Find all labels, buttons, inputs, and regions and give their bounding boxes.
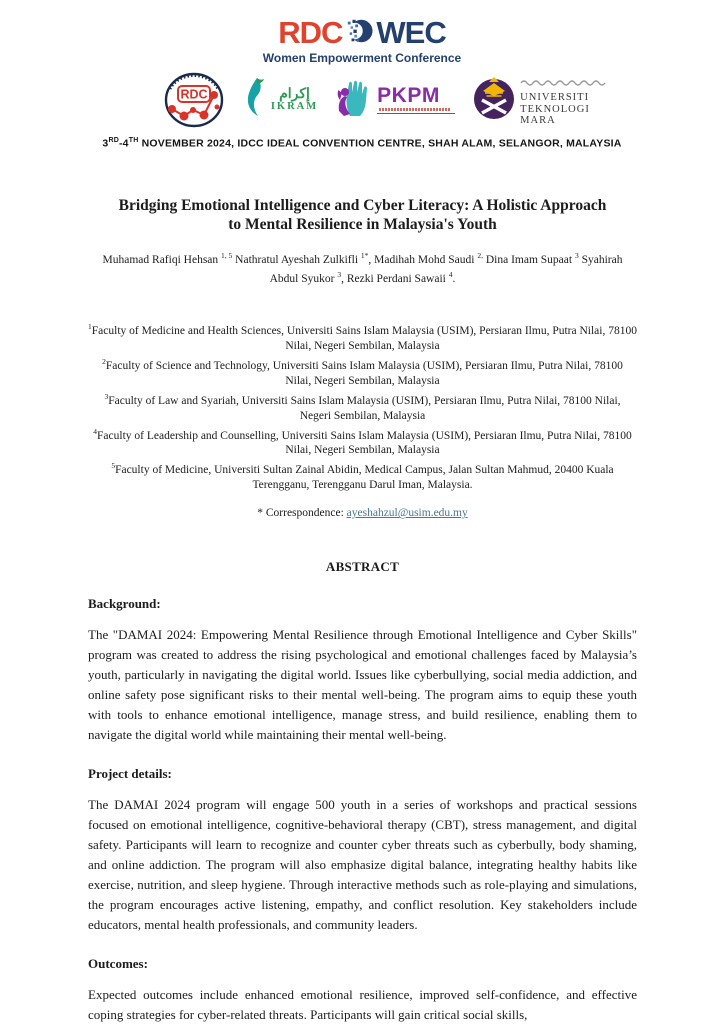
pkpm-logo (336, 78, 455, 123)
affiliation-3-sup: 3 (104, 391, 109, 401)
ikram-wordmark (271, 87, 318, 113)
conference-header (0, 0, 724, 150)
affiliation-5 (88, 458, 637, 493)
affiliation-4-sup: 4 (93, 426, 98, 436)
date-day1: 3 (102, 137, 109, 150)
author-3: Dina Imam Supaat (482, 253, 575, 266)
affiliation-1-text: Faculty of Medicine and Health Sciences, Universiti Sains Islam Malaysia (USIM), Persiaran Ilmu, Putra Nilai, 78100 Nilai, Negeri Sembilan, Malaysia (91, 324, 637, 352)
pkpm-hand-person-icon (336, 78, 372, 123)
affiliation-4-text: Faculty of Leadership and Counselling, Universiti Sains Islam Malaysia (USIM), Persiaran Ilmu, Putra Nilai, 78100 Nilai, Negeri Sembilan, Malaysia (97, 429, 632, 457)
correspondence-email-link[interactable]: ayeshahzul@usim.edu.my (346, 507, 468, 520)
author-3-sup: 3 (574, 250, 579, 260)
uitm-line3: MARA (520, 115, 556, 127)
pkpm-wordmark (377, 86, 455, 114)
rdcwec-rdc-text: RDC (278, 15, 343, 50)
uitm-line2: TEKNOLOGI (520, 103, 590, 115)
affiliation-3 (88, 389, 637, 424)
affiliation-1 (88, 319, 637, 354)
author-5-sup: 4 (448, 270, 453, 280)
background-heading: Background: (88, 596, 161, 612)
author-4-sup: 3 (337, 270, 342, 280)
project-details-heading: Project details: (88, 766, 172, 782)
rdc-network-icon (162, 71, 226, 129)
uitm-logo (473, 73, 606, 127)
paper-title (88, 196, 637, 235)
affiliation-list (88, 319, 637, 493)
project-details-text: The DAMAI 2024 program will engage 500 youth in a series of workshops and practical sessions focused on emotional intelligence, cognitive-behavioral therapy (CBT), stress management, and digital safety. Participants will learn to recognize and counter cyber threats such as cyberbully, body shaming, and online addiction. The program will also emphasize digital balance, integrating healthy habits like exercise, nutrition, and sleep hygiene. Through interactive methods such as role-playing and simulations, the program encourages active listening, empathy, and conflict resolution. Key stakeholders include educators, mental health professionals, and community leaders. (88, 797, 637, 933)
uitm-calligraphy-icon (520, 73, 606, 91)
affiliation-2-text: Faculty of Science and Technology, Universiti Sains Islam Malaysia (USIM), Persiaran Ilmu, Putra Nilai, 78100 Nilai, Negeri Sembilan, Malaysia (105, 359, 623, 387)
affiliation-2 (88, 354, 637, 389)
date-sup2: TH (128, 137, 139, 144)
author-2: , Madihah Mohd Saudi (368, 253, 478, 266)
affiliation-5-sup: 5 (111, 461, 116, 471)
author-1-sup: 1* (360, 250, 369, 260)
affiliation-2-sup: 2 (102, 356, 106, 366)
affiliation-4 (88, 424, 637, 459)
ikram-logo (244, 77, 318, 124)
paper-title-line2: to Mental Resilience in Malaysia's Youth (228, 216, 497, 233)
author-list (88, 248, 637, 288)
author-1: Nathratul Ayeshah Zulkifli (232, 253, 361, 266)
paper-abstract-body (0, 196, 724, 1024)
ikram-label: IKRAM (270, 101, 319, 112)
ikram-flame-icon (244, 77, 266, 124)
uitm-wordmark (520, 73, 606, 127)
correspondence-prefix: * Correspondence: (257, 507, 347, 520)
author-2-sup: 2, (477, 250, 483, 260)
date-rest: NOVEMBER 2024, IDCC IDEAL CONVENTION CENTRE, SHAH ALAM, SELANGOR, MALAYSIA (138, 137, 622, 150)
outcomes-text: Expected outcomes include enhanced emotional resilience, improved self-confidence, and effective coping strategies for cyber-related threats. Participants will gain critical social skills, (88, 987, 637, 1023)
abstract-heading: ABSTRACT (325, 559, 400, 575)
paper-title-line1: Bridging Emotional Intelligence and Cyber Literacy: A Holistic Approach (118, 196, 607, 214)
partner-logos-row (0, 70, 724, 130)
conference-subtitle: Women Empowerment Conference (262, 51, 462, 65)
affiliation-5-text: Faculty of Medicine, Universiti Sultan Zainal Abidin, Medical Campus, Jalan Sultan Mahmud, 20400 Kuala Terengganu, Terengganu Darul Iman, Malaysia. (115, 464, 614, 492)
rdc-badge-label: RDC (180, 87, 208, 102)
correspondence-line (88, 507, 637, 519)
ikram-arabic-text: إكرام (279, 85, 310, 101)
uitm-emblem-icon (473, 75, 515, 126)
pkpm-tagline (377, 108, 455, 114)
affiliation-3-text: Faculty of Law and Syariah, Universiti Sains Islam Malaysia (USIM), Persiaran Ilmu, Putra Nilai, 78100 Nilai, Negeri Sembilan, Malaysia (108, 394, 621, 422)
author-end-period: . (452, 273, 456, 286)
date-sup1: RD (108, 137, 119, 144)
conference-date-venue (0, 137, 724, 150)
uitm-line1: UNIVERSITI (520, 92, 590, 104)
background-text: The "DAMAI 2024: Empowering Mental Resilience through Emotional Intelligence and Cyber Skills" program was created to address the rising psychological and emotional challenges faced by Malaysia’s youth, particularly in navigating the digital world. Issues like cyberbullying, social media addiction, and online safety pose significant risks to their mental well-being. The program aims to equip these youth with tools to enhance emotional intelligence, manage stress, and build resilience, enabling them to navigate the digital world while maintaining their mental well-being. (88, 627, 637, 743)
author-0-sup: 1, 5 (221, 250, 233, 260)
affiliation-1-sup: 1 (88, 322, 92, 332)
rdcwec-wec-text: WEC (376, 15, 446, 50)
rdcwec-globe-icon (345, 17, 373, 50)
outcomes-heading: Outcomes: (88, 956, 148, 972)
rdcwec-logo (0, 15, 724, 51)
author-4: Syahirah Abdul Syukor (269, 253, 623, 286)
author-0: Muhamad Rafiqi Hehsan (102, 253, 222, 266)
date-day2: -4 (118, 137, 129, 150)
author-5: , Rezki Perdani Sawaii (341, 273, 449, 286)
rdc-badge-logo (162, 71, 226, 129)
pkpm-label: PKPM (377, 84, 440, 107)
